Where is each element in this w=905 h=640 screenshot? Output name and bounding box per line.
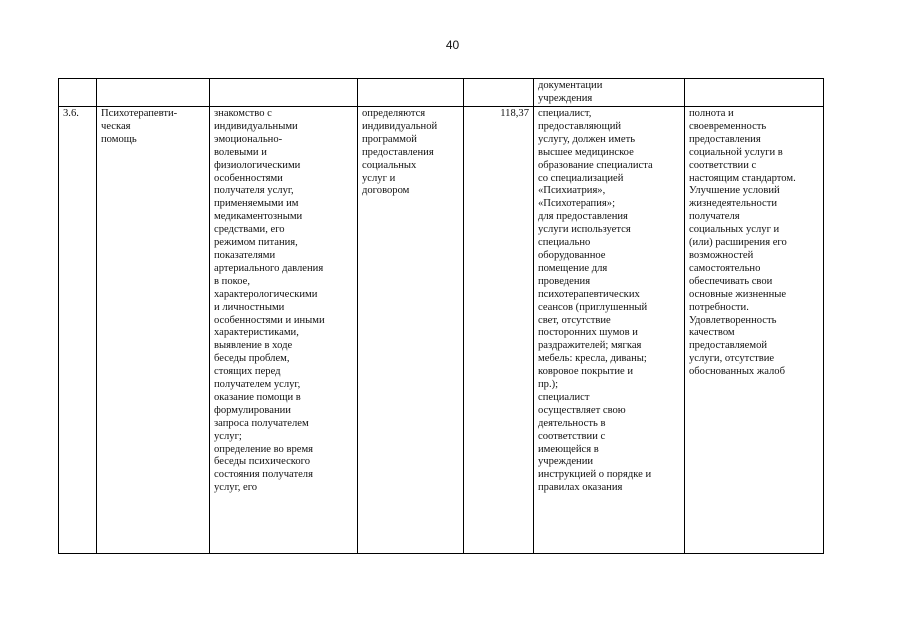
text-line: состояния получателя — [214, 469, 313, 481]
text-line: пр.); — [538, 379, 559, 391]
text-line: ковровое покрытие и — [538, 366, 634, 378]
text-line: специалист — [538, 391, 590, 403]
text-line: «Психотерапия»; — [538, 198, 616, 210]
text-line: помощь — [101, 133, 137, 145]
text-line: индивидуальными — [214, 120, 298, 132]
text-line: 118,37 — [500, 108, 529, 119]
text-line: 3.6. — [63, 108, 79, 119]
page-number: 40 — [445, 38, 460, 52]
continuation-cell-name — [97, 79, 210, 107]
text-line: обоснованных жалоб — [689, 366, 785, 378]
text-line: социальных услуг и — [689, 224, 780, 236]
text-line: предоставляющий — [538, 120, 622, 132]
text-line: инструкцией о порядке и — [538, 469, 652, 481]
text-line: настоящим стандартом. — [689, 172, 796, 184]
text-line: основные жизненные — [689, 288, 787, 300]
text-line: запроса получателем — [214, 417, 309, 429]
text-line: осуществляет свою — [538, 404, 626, 416]
text-line: физиологическими — [214, 159, 301, 171]
text-line: специалист, — [538, 108, 592, 119]
text-line: учреждения — [538, 92, 593, 104]
service-number-cell — [59, 107, 97, 554]
text-line: жизнедеятельности — [689, 198, 778, 210]
text-line: оборудованное — [538, 249, 606, 261]
text-line: специально — [538, 237, 591, 249]
continuation-cell-quality — [685, 79, 824, 107]
text-line: Улучшение условий — [689, 185, 780, 197]
text-line: программой — [362, 133, 417, 145]
continuation-cell-terms — [358, 79, 464, 107]
text-line: получателя — [689, 211, 740, 223]
service-row — [59, 107, 824, 554]
text-line: (или) расширения его — [689, 237, 787, 249]
continuation-cell-price — [464, 79, 534, 107]
text-line: соответствии с — [689, 159, 757, 171]
text-line: особенностями — [214, 172, 283, 184]
text-line: услугу, должен иметь — [538, 133, 636, 145]
text-line: в покое, — [214, 275, 251, 287]
text-line: помещение для — [538, 262, 608, 274]
service-quality-cell — [685, 107, 824, 554]
text-line: для предоставления — [538, 211, 628, 223]
text-line: средствами, его — [214, 224, 285, 236]
text-line: беседы психического — [214, 456, 311, 468]
text-line: знакомство с — [214, 108, 272, 119]
service-standard-table — [58, 78, 824, 554]
service-terms-cell — [358, 107, 464, 554]
text-line: потребности. — [689, 301, 749, 313]
text-line: предоставляемой — [689, 340, 768, 352]
text-line: ческая — [101, 120, 131, 132]
text-line: услуг, его — [214, 482, 258, 494]
text-line: посторонних шумов и — [538, 327, 638, 339]
text-line: раздражителей; мягкая — [538, 340, 642, 352]
text-line: получателя услуг, — [214, 185, 294, 197]
text-line: Психотерапевти- — [101, 108, 178, 119]
text-line: соответствии с — [538, 430, 606, 442]
text-line: самостоятельно — [689, 262, 761, 274]
continuation-cell-number — [59, 79, 97, 107]
text-line: документации — [538, 80, 603, 91]
service-description-cell — [210, 107, 358, 554]
text-line: услуг; — [214, 430, 242, 442]
text-line: формулировании — [214, 404, 291, 416]
text-line: эмоционально- — [214, 133, 283, 145]
text-line: высшее медицинское — [538, 146, 634, 158]
text-line: медикаментозными — [214, 211, 303, 223]
text-line: сеансов (приглушенный — [538, 301, 648, 313]
text-line: определяются — [362, 108, 426, 119]
text-line: своевременность — [689, 120, 767, 132]
text-line: правилах оказания — [538, 482, 623, 494]
text-line: Удовлетворенность — [689, 314, 777, 326]
text-line: договором — [362, 185, 410, 197]
text-line: свет, отсутствие — [538, 314, 611, 326]
text-line: характеристиками, — [214, 327, 299, 339]
text-line: применяемыми им — [214, 198, 299, 210]
text-line: волевыми и — [214, 146, 267, 158]
text-line: режимом питания, — [214, 237, 298, 249]
service-conditions-cell — [534, 107, 685, 554]
service-price-cell — [464, 107, 534, 554]
text-line: определение во время — [214, 443, 314, 455]
text-line: качеством — [689, 327, 735, 339]
text-line: социальной услуги в — [689, 146, 783, 158]
text-line: «Психиатрия», — [538, 185, 606, 197]
text-line: социальных — [362, 159, 417, 171]
continuation-cell-conditions — [534, 79, 685, 107]
text-line: получателем услуг, — [214, 379, 301, 391]
text-line: и личностными — [214, 301, 285, 313]
text-line: выявление в ходе — [214, 340, 293, 352]
text-line: показателями — [214, 249, 276, 261]
text-line: психотерапевтических — [538, 288, 640, 300]
text-line: особенностями и иными — [214, 314, 325, 326]
text-line: образование специалиста — [538, 159, 653, 171]
text-line: услуги, отсутствие — [689, 353, 775, 365]
continuation-row — [59, 79, 824, 107]
text-line: беседы проблем, — [214, 353, 290, 365]
text-line: артериального давления — [214, 262, 324, 274]
text-line: деятельность в — [538, 417, 606, 429]
text-line: индивидуальной — [362, 120, 438, 132]
text-line: со специализацией — [538, 172, 624, 184]
text-line: предоставления — [362, 146, 434, 158]
text-line: проведения — [538, 275, 591, 287]
continuation-cell-description — [210, 79, 358, 107]
text-line: услуг и — [362, 172, 396, 184]
text-line: полнота и — [689, 108, 734, 119]
text-line: предоставления — [689, 133, 761, 145]
text-line: учреждении — [538, 456, 594, 468]
text-line: характерологическими — [214, 288, 318, 300]
text-line: услуги используется — [538, 224, 631, 236]
text-line: стоящих перед — [214, 366, 281, 378]
text-line: имеющейся в — [538, 443, 599, 455]
service-name-cell — [97, 107, 210, 554]
text-line: мебель: кресла, диваны; — [538, 353, 647, 365]
text-line: возможностей — [689, 249, 754, 261]
text-line: оказание помощи в — [214, 391, 301, 403]
text-line: обеспечивать свои — [689, 275, 773, 287]
